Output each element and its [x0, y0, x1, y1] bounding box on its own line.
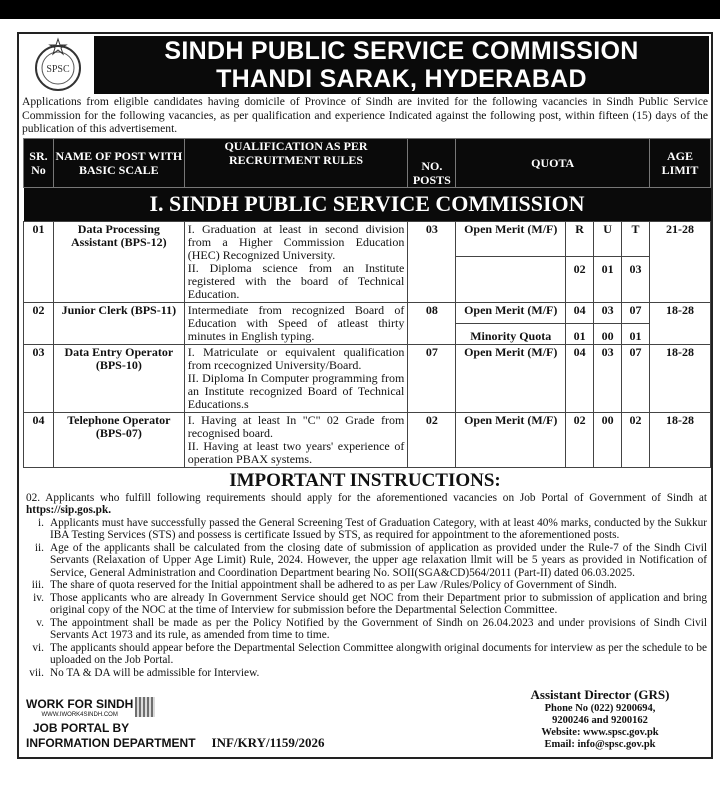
quota-r: 01 [566, 323, 594, 344]
qualification [184, 344, 408, 412]
instruction-text: Age of the applicants shall be calculated from the closing date of submission of application as provided under the Rule-7 of the Sindh Civil Servants (Relaxation of Upper Age Limit) Rule, 2024. However, the upper age relaxation llmit will be 5 years as provided in Notification of Service, General Administration and Coordination Department bearing No. SOII(SGA&CD)564/2011 (Part-II) dated 06.03.2025. [50, 541, 707, 579]
header [21, 36, 709, 94]
post-name: Telephone Operator (BPS-07) [53, 412, 184, 467]
quota-r: 04 [566, 302, 594, 323]
quota-r: 02 [566, 256, 594, 302]
qualification-line: I. Having at least In "C" 02 Grade from recognised board. [187, 412, 405, 440]
quota-t: 02 [622, 412, 650, 467]
quota-t: 07 [622, 344, 650, 412]
quota-r: 04 [566, 344, 594, 412]
footer [26, 687, 685, 751]
quota-name: Open Merit (M/F) [456, 412, 566, 467]
qualification-line: II. Having at least two years' experience of operation PBAX systems. [187, 438, 405, 466]
instruction-item [26, 592, 707, 617]
qr-code-icon [135, 697, 155, 717]
quota-u: U [594, 221, 622, 256]
instruction-text: No TA & DA will be admissible for Interview. [50, 666, 260, 679]
contact-phone-2: 9200246 and 9200162 [552, 715, 648, 726]
vacancies-table [23, 138, 711, 468]
instruction-text: The applicants should appear before the Departmental Selection Committee alongwith original documents for interview as per the schedule to be uploaded on the Job Portal. [50, 641, 707, 666]
work-for-sindh-block [26, 697, 324, 751]
post-name: Junior Clerk (BPS-11) [53, 302, 184, 344]
table-row [24, 221, 711, 256]
svg-text:SPSC: SPSC [45, 64, 70, 75]
header-age: AGE LIMIT [650, 138, 711, 187]
age-limit: 18-28 [650, 302, 711, 344]
advertisement-frame [17, 32, 713, 759]
instruction-number: v. [36, 616, 44, 629]
contact-phone-1: Phone No (022) 9200694, [544, 703, 656, 714]
instructions-title: IMPORTANT INSTRUCTIONS: [229, 469, 501, 491]
instruction-text: The appointment shall be made as per the Policy Notified by the Government of Sindh on 26.04.2023 and under provisions of Sindh Civil Servants Act 1973 and its rule, as amended from time to time. [50, 616, 707, 641]
quota-t: 07 [622, 302, 650, 323]
quota-t: 03 [622, 256, 650, 302]
work-for-sindh-label: WORK FOR SINDH [26, 697, 134, 711]
contact-block [515, 687, 685, 751]
post-name: Data Entry Operator (BPS-10) [53, 344, 184, 412]
instruction-item [26, 667, 707, 680]
instruction-number: iii. [31, 579, 44, 591]
portal-line-2: INFORMATION DEPARTMENT [26, 736, 196, 750]
instruction-text: Applicants must have successfully passed the General Screening Test of Graduation Category, with at least 40% marks, conducted by the Sukkur IBA Testing Services (STS) and possess is certificate Issued by STS, as required for appointment to the aforementioned posts. [50, 516, 707, 541]
contact-website[interactable]: Website: www.spsc.gov.pk [541, 727, 659, 738]
instruction-text: Those applicants who are already In Government Service should get NOC from their Department prior to submission of application and bring original copy of the NOC at the time of Interview for submission before the Departmental Selection Committee. [50, 591, 707, 616]
table-row [24, 412, 711, 467]
header-posts: NO. POSTS [408, 138, 456, 187]
page-title [94, 36, 709, 94]
intro-text: Applications from eligible candidates having domicile of Province of Sindh are invited for the following vacancies in Sindh Public Service Commission for the following vacancies, as per qualification and experience Indicated against the following post, within fifteen (15) days of the publication of this advertisement. [22, 95, 708, 135]
instruction-number: ii. [34, 541, 44, 554]
quota-name: Minority Quota [456, 323, 566, 344]
qualification [184, 412, 408, 467]
instruction-item [26, 617, 707, 642]
sr-number: 02 [24, 302, 54, 344]
reference-number: INF/KRY/1159/2026 [211, 735, 325, 750]
instruction-number: vi. [32, 641, 44, 654]
qualification-line: I. Graduation at least in second division from a Higher Commission Education (HEC) Recognized University. [187, 221, 405, 262]
qualification-line: Intermediate from recognized Board of Education with Speed of atleast thirty minutes in English typing. [187, 302, 405, 343]
quota-name: Open Merit (M/F) [456, 344, 566, 412]
age-limit: 18-28 [650, 344, 711, 412]
instruction-item [26, 642, 707, 667]
quota-r: R [566, 221, 594, 256]
title-line-2: THANDI SARAK, HYDERABAD [216, 65, 587, 93]
quota-t: T [622, 221, 650, 256]
instruction-text: The share of quota reserved for the Initial appointment shall be adhered to as per Law /Rules/Policy of Government of Sindh. [50, 579, 617, 591]
contact-title: Assistant Director (GRS) [530, 687, 670, 702]
spsc-logo [21, 36, 94, 94]
qualification [184, 302, 408, 344]
instruction-item [26, 579, 707, 592]
top-bar [0, 0, 720, 19]
instruction-item [26, 517, 707, 542]
quota-u: 00 [594, 323, 622, 344]
quota-u: 01 [594, 256, 622, 302]
instructions-lead: 02. Applicants who fulfill following requirements should apply for the aforementioned vacancies on Job Portal of Government of Sindh at [26, 491, 707, 504]
qualification-line: II. Diploma In Computer programming from an Institute recognized Board of Technical Educations.s [187, 370, 405, 411]
section-title: I. SINDH PUBLIC SERVICE COMMISSION [24, 187, 711, 221]
age-limit: 21-28 [650, 221, 711, 302]
instruction-number: i. [38, 516, 44, 529]
header-sr: SR. No [24, 138, 54, 187]
sr-number: 04 [24, 412, 54, 467]
posts-count: 02 [408, 412, 456, 467]
work-for-sindh-url: WWW.IWORK4SINDH.COM [41, 712, 118, 718]
quota-name [456, 256, 566, 302]
quota-name: Open Merit (M/F) [456, 221, 566, 256]
age-limit: 18-28 [650, 412, 711, 467]
header-post: NAME OF POST WITH BASIC SCALE [53, 138, 184, 187]
post-name: Data Processing Assistant (BPS-12) [53, 221, 184, 302]
posts-count: 07 [408, 344, 456, 412]
job-portal-link[interactable]: https://sip.gos.pk. [26, 504, 112, 516]
title-line-1: SINDH PUBLIC SERVICE COMMISSION [164, 37, 639, 65]
quota-u: 00 [594, 412, 622, 467]
instruction-item [26, 542, 707, 580]
table-row [24, 302, 711, 323]
table-row [24, 344, 711, 412]
quota-t: 01 [622, 323, 650, 344]
header-quota: QUOTA [456, 138, 650, 187]
qualification [184, 221, 408, 302]
quota-u: 03 [594, 344, 622, 412]
qualification-line: II. Diploma science from an Institute registered with the board of Technical Education. [187, 260, 405, 301]
quota-r: 02 [566, 412, 594, 467]
quota-name: Open Merit (M/F) [456, 302, 566, 323]
contact-email[interactable]: Email: info@spsc.gov.pk [544, 739, 656, 750]
quota-u: 03 [594, 302, 622, 323]
header-qualification: QUALIFICATION AS PER RECRUITMENT RULES [184, 138, 408, 187]
portal-line-1: JOB PORTAL BY [32, 721, 130, 735]
sr-number: 01 [24, 221, 54, 302]
instruction-number: vii. [29, 666, 44, 679]
qualification-line: I. Matriculate or equivalent qualification from rcecognized University/Board. [187, 344, 405, 372]
posts-count: 08 [408, 302, 456, 344]
sr-number: 03 [24, 344, 54, 412]
instructions-list [26, 492, 707, 680]
posts-count: 03 [408, 221, 456, 302]
instruction-number: iv. [33, 591, 44, 604]
